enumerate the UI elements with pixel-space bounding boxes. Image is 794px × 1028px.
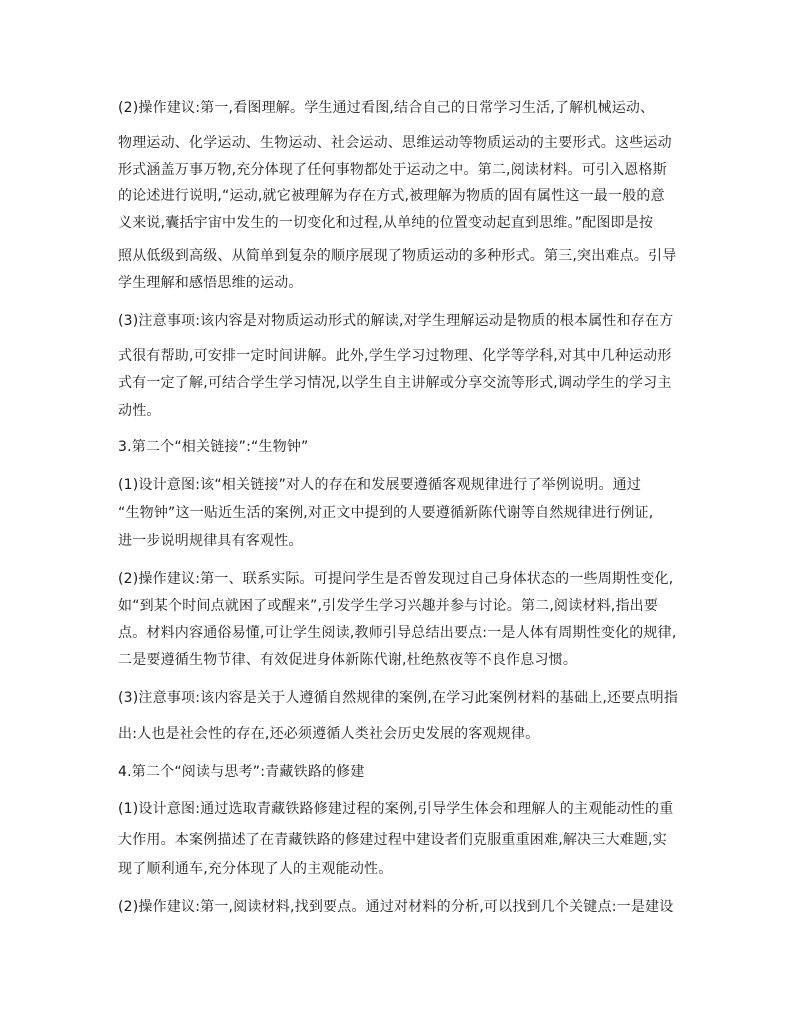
text-line: (3)注意事项:该内容是对物质运动形式的解读,对学生理解运动是物质的根本属性和存在方 xyxy=(118,313,674,329)
text-line: 二是要遵循生物节律、有效促进身体新陈代谢,杜绝熬夜等不良作息习惯。 xyxy=(118,652,578,668)
text-line: 义来说,囊括宇宙中发生的一切变化和过程,从单纯的位置变动起直到思维。”配图即是按 xyxy=(118,215,654,231)
text-line: (3)注意事项:该内容是关于人遵循自然规律的案例,在学习此案例材料的基础上,还要点明指 xyxy=(118,690,679,706)
text-line: 式很有帮助,可安排一定时间讲解。此外,学生学习过物理、化学等学科,对其中几种运动形 xyxy=(118,348,672,364)
text-line: (1)设计意图:通过选取青藏铁路修建过程的案例,引导学生体会和理解人的主观能动性的重 xyxy=(118,801,674,817)
text-line: 式有一定了解,可结合学生学习情况,以学生自主讲解或分享交流等形式,调动学生的学习主 xyxy=(118,375,672,391)
text-line: 学生理解和感悟思维的运动。 xyxy=(118,275,303,291)
section-heading: 4.第二个“阅读与思考”:青藏铁路的修建 xyxy=(118,764,365,780)
text-line: 现了顺利通车,充分体现了人的主观能动性。 xyxy=(118,861,393,877)
text-line: (2)操作建议:第一,看图理解。学生通过看图,结合自己的日常学习生活,了解机械运动、 xyxy=(118,100,655,116)
text-line: 物理运动、化学运动、生物运动、社会运动、思维运动等物质运动的主要形式。这些运动 xyxy=(118,135,672,151)
text-line: 照从低级到高级、从简单到复杂的顺序展现了物质运动的多种形式。第三,突出难点。引导 xyxy=(118,248,677,264)
text-line: (2)操作建议:第一,阅读材料,找到要点。通过对材料的分析,可以找到几个关键点:一是建设 xyxy=(118,899,674,915)
text-line: 如“到某个时间点就困了或醒来”,引发学生学习兴趣并参与讨论。第二,阅读材料,指出要 xyxy=(118,598,659,614)
section-heading: 3.第二个“相关链接”:“生物钟” xyxy=(118,439,309,455)
text-line: 动性。 xyxy=(118,403,161,419)
text-line: (1)设计意图:该“相关链接”对人的存在和发展要遵循客观规律进行了举例说明。通过 xyxy=(118,477,642,493)
text-line: (2)操作建议:第一、联系实际。可提问学生是否曾发现过自己身体状态的一些周期性变化, xyxy=(118,571,674,587)
text-line: 大作用。本案例描述了在青藏铁路的修建过程中建设者们克服重重困难,解决三大难题,实 xyxy=(118,832,667,848)
text-line: 点。材料内容通俗易懂,可让学生阅读,教师引导总结出要点:一是人体有周期性变化的规律, xyxy=(118,625,677,641)
text-line: 形式涵盖万事万物,充分体现了任何事物都处于运动之中。第二,阅读材料。可引入恩格斯 xyxy=(118,162,667,178)
text-line: “生物钟”这一贴近生活的案例,对正文中提到的人要遵循新陈代谢等自然规律进行例证, xyxy=(118,505,654,521)
text-line: 的论述进行说明,“运动,就它被理解为存在方式,被理解为物质的固有属性这一最一般的意 xyxy=(118,188,665,204)
text-line: 进一步说明规律具有客观性。 xyxy=(118,533,303,549)
text-line: 出:人也是社会性的存在,还必须遵循人类社会历史发展的客观规律。 xyxy=(118,726,540,742)
